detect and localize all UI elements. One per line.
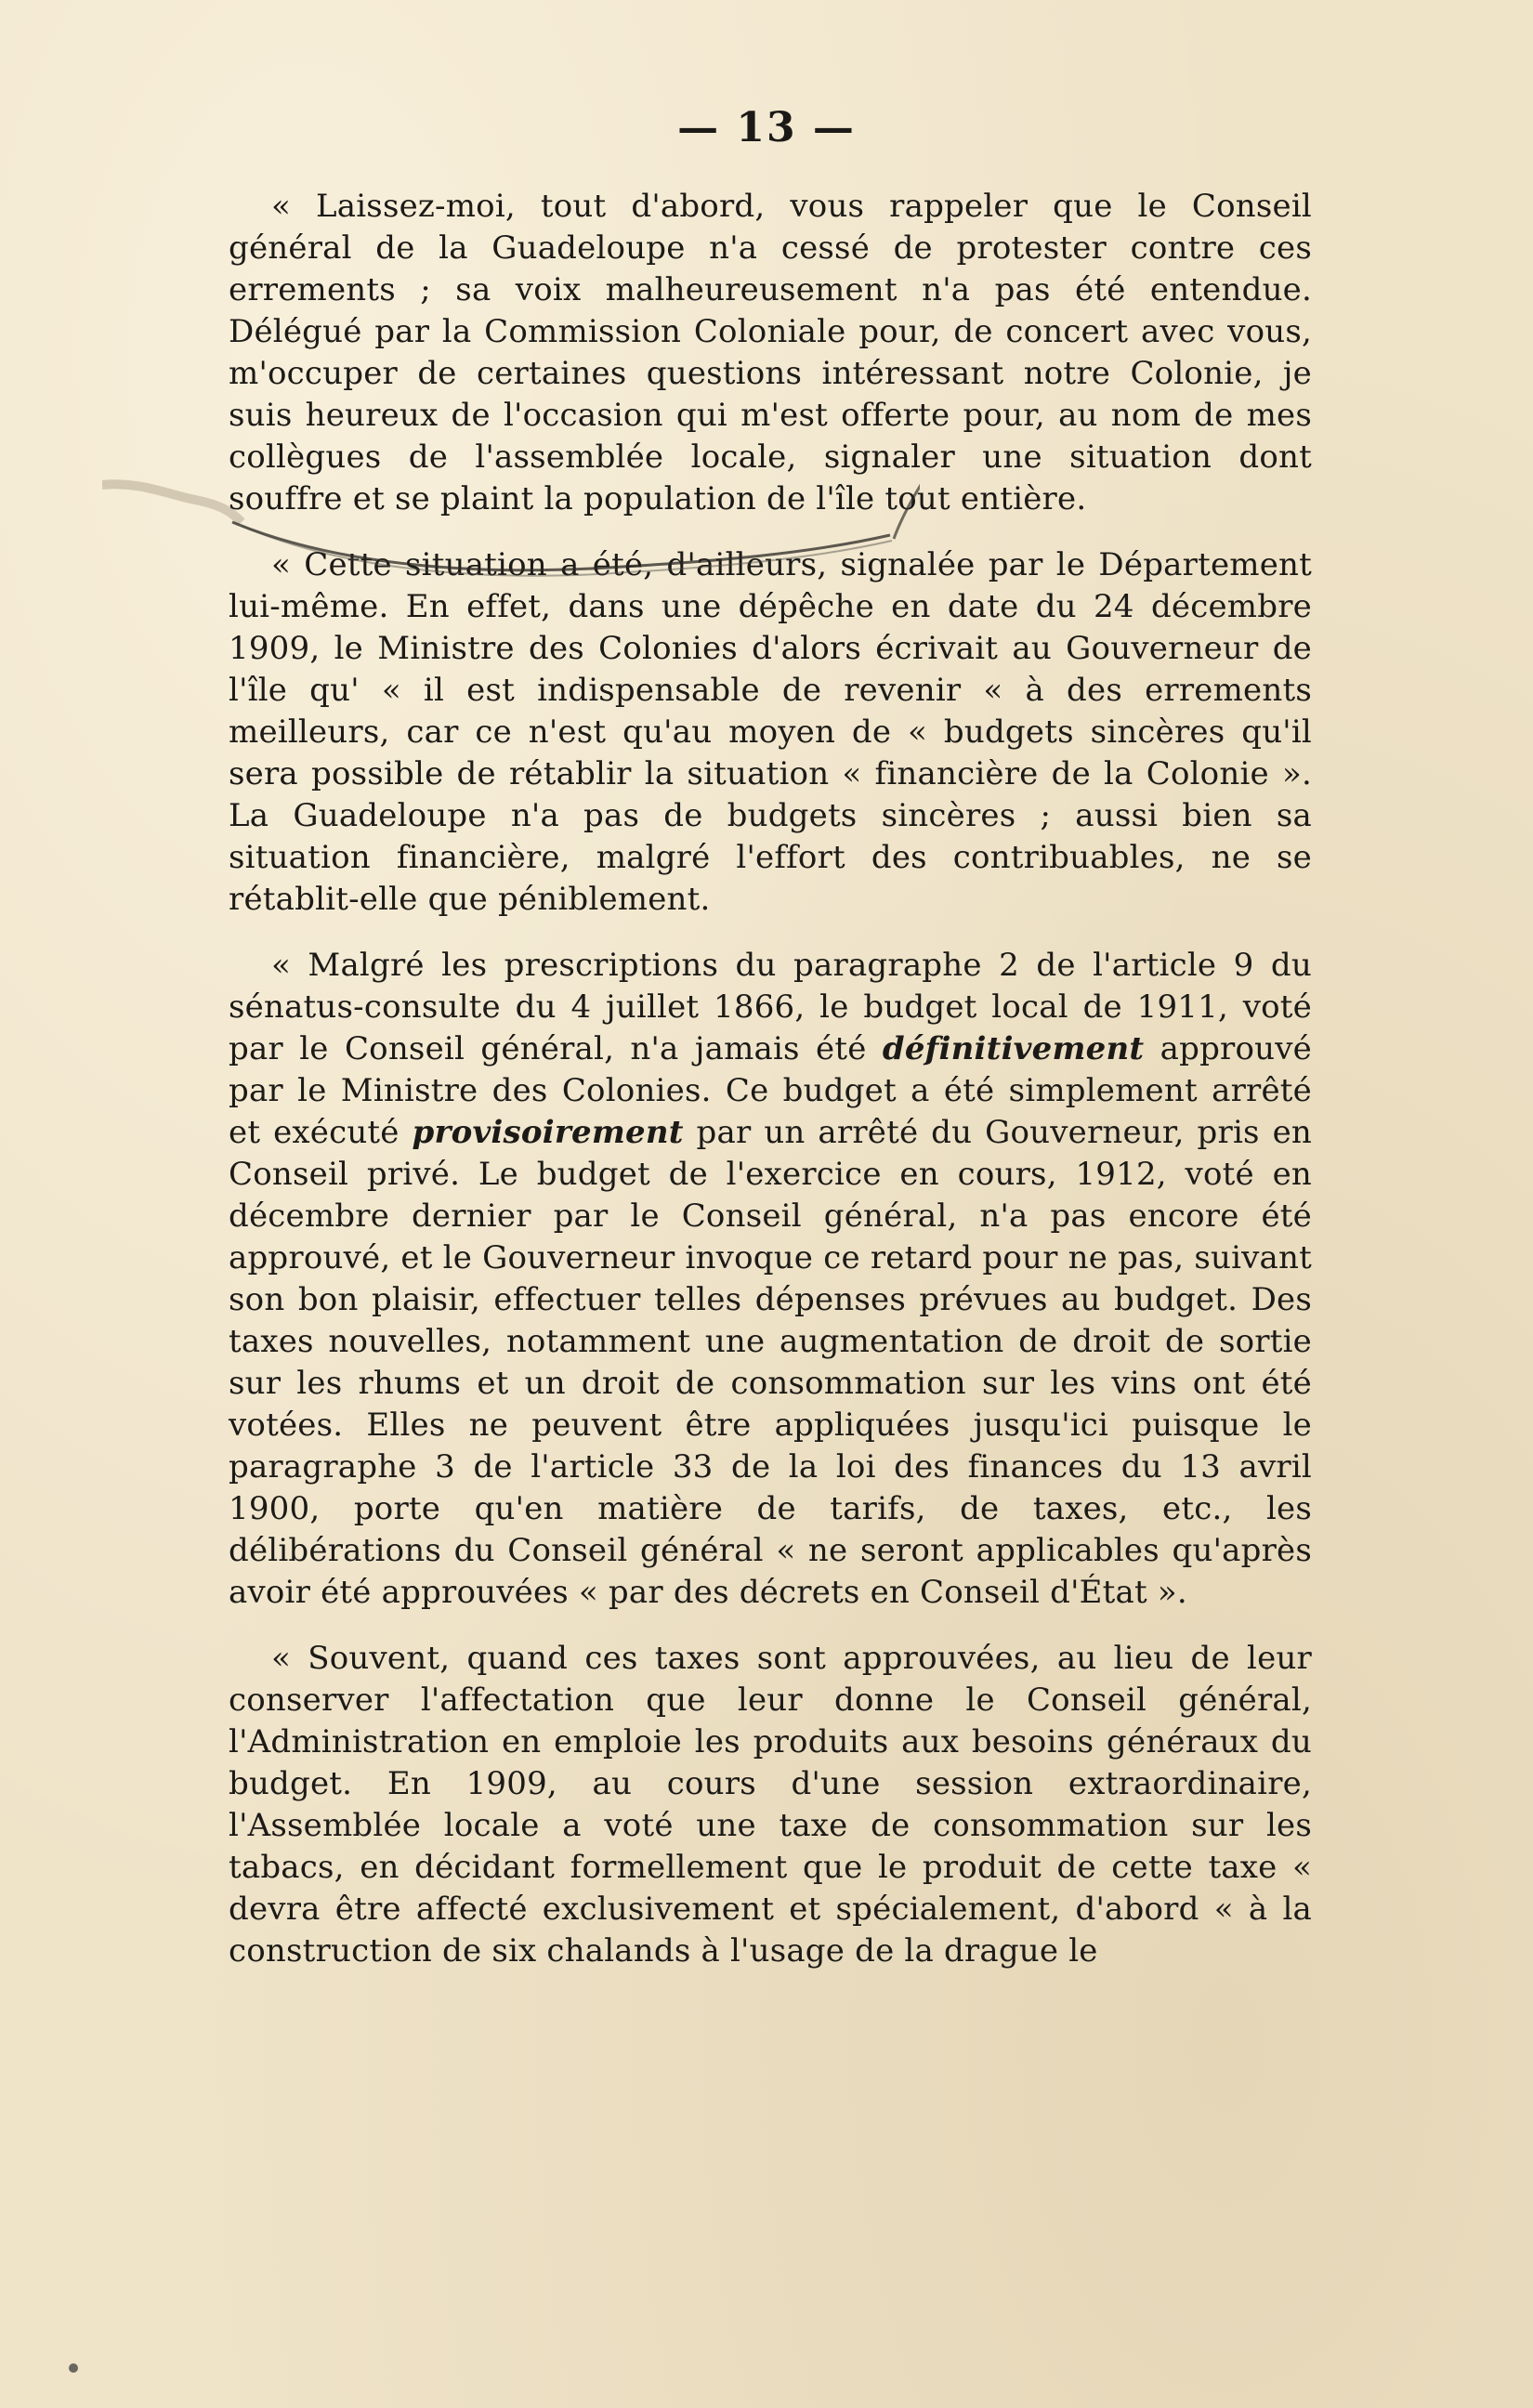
paragraph-2 [229, 544, 1312, 921]
paragraph-text: « Malgré les prescriptions du paragraphe 2 de l'article 9 du sénatus-consulte du 4 juillet 1866, le budget local de 1911, voté par le Conseil général, n'a jamais été [229, 947, 1312, 1067]
emphasis-definitivement: définitivement [882, 1030, 1145, 1067]
paragraph-text: « Laissez-moi, tout d'abord, vous rappeler que le Conseil général de la Guadeloupe n'a cessé de protester contre ces errements ; sa voix malheureusement n'a pas été entendue. Délégué par la Commission Coloniale pour, de concert avec vous, m'occuper de certaines questions intéressant notre Colonie, je suis heureux de l'occasion qui m'est offerte pour, au nom de mes collègues de l'assemblée locale, signaler une situation dont souffre et se plaint la population de l'île tout entière. [229, 188, 1312, 517]
paragraph-text: approuvé par le Ministre des Colonies. Ce budget a été simplement arrêté et exécuté [229, 1030, 1312, 1151]
page-number: — 13 — [677, 104, 856, 151]
ink-speck [69, 2363, 78, 2373]
paper-tear-mark [102, 457, 920, 596]
paragraph-3 [229, 945, 1312, 1614]
paragraph-text: « Souvent, quand ces taxes sont approuvées, au lieu de leur conserver l'affectation que leur donne le Conseil général, l'Administration en emploie les produits aux besoins généraux du budget. En 1909, au cours d'une session extraordinaire, l'Assemblée locale a voté une taxe de consommation sur les tabacs, en décidant formellement que le produit de cette taxe « devra être affecté exclusivement et spécialement, d'abord « à la construction de six chalands à l'usage de la drague le [229, 1640, 1312, 1970]
paragraph-text: « Cette situation a été, d'ailleurs, signalée par le Département lui-même. En effet, dans une dépêche en date du 24 décembre 1909, le Ministre des Colonies d'alors écrivait au Gouverneur de l'île qu' « il est indispensable de revenir « à des errements meilleurs, car ce n'est qu'au moyen de « budgets sincères qu'il sera possible de rétablir la situation « financière de la Colonie ». La Guadeloupe n'a pas de budgets sincères ; aussi bien sa situation financière, malgré l'effort des contribuables, ne se rétablit-elle que péniblement. [229, 546, 1312, 918]
emphasis-provisoirement: provisoirement [412, 1114, 684, 1151]
paragraph-4 [229, 1638, 1312, 1972]
body-text [229, 186, 1312, 1972]
paragraph-text: par un arrêté du Gouverneur, pris en Conseil privé. Le budget de l'exercice en cours, 1912, voté en décembre dernier par le Conseil général, n'a pas encore été approuvé, et le Gouverneur invoque ce retard pour ne pas, suivant son bon plaisir, effectuer telles dépenses prévues au budget. Des taxes nouvelles, notamment une augmentation de droit de sortie sur les rhums et un droit de consommation sur les vins ont été votées. Elles ne peuvent être appliquées jusqu'ici puisque le paragraphe 3 de l'article 33 de la loi des finances du 13 avril 1900, porte qu'en matière de tarifs, de taxes, etc., les délibérations du Conseil général « ne seront applicables qu'après avoir été approuvées « par des décrets en Conseil d'État ». [229, 1114, 1312, 1611]
